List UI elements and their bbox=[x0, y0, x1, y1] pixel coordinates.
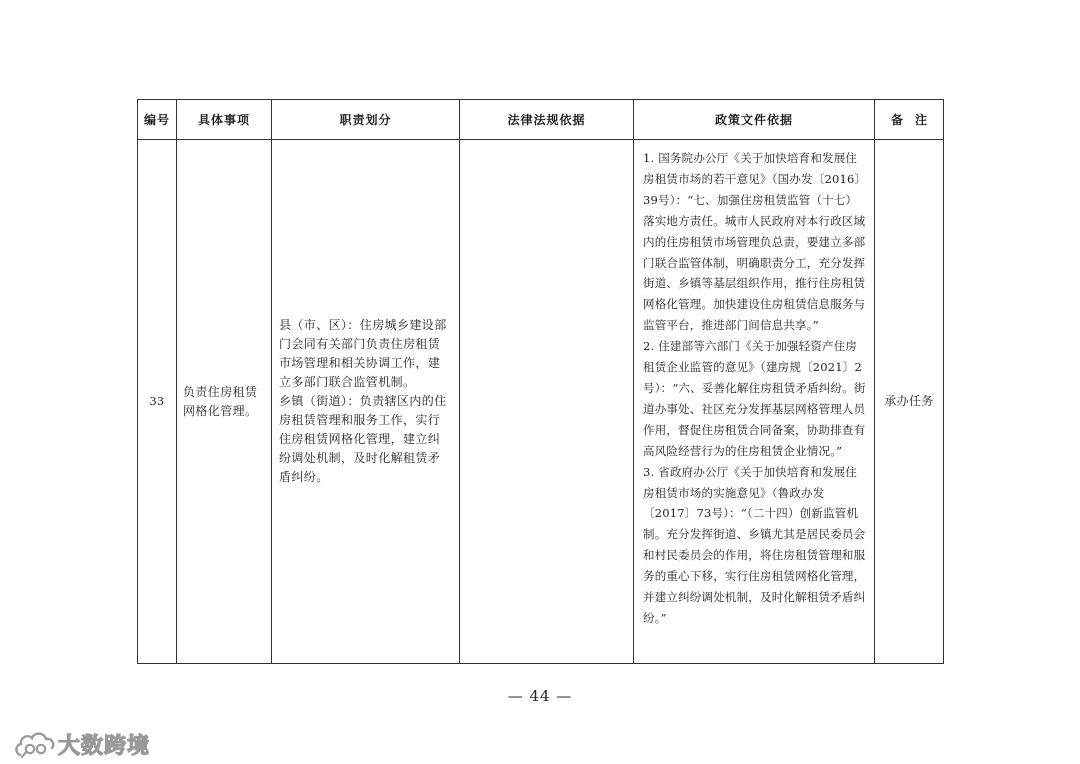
header-item: 具体事项 bbox=[177, 100, 272, 140]
header-law: 法律法规依据 bbox=[460, 100, 634, 140]
row-duty bbox=[272, 140, 460, 664]
duty-county: 县（市、区）：住房城乡建设部门会同有关部门负责住房租赁市场管理和相关协调工作，建立多部门联合监管机制。 bbox=[279, 318, 447, 389]
policy-item-3: 3. 省政府办公厅《关于加快培育和发展住房租赁市场的实施意见》（鲁政办发〔2017〕73号）：“（二十四）创新监管机制。充分发挥街道、乡镇尤其是居民委员会和村民委员会的作用，将住房租赁管理和服务的重心下移，实行住房租赁网格化管理，并建立纠纷调处机制，及时化解租赁矛盾纠纷。” bbox=[643, 464, 866, 625]
policy-item-1: 1. 国务院办公厅《关于加快培育和发展住房租赁市场的若干意见》（国办发〔2016〕39号）：“七、加强住房租赁监管（十七）落实地方责任。城市人民政府对本行政区域内的住房租赁市场管理负总责，要建立多部门联合监管体制，明确职责分工，充分发挥街道、乡镇等基层组织作用，推行住房租赁网格化管理。加快建设住房租赁信息服务与监管平台，推进部门间信息共享。” bbox=[643, 151, 867, 333]
row-policy bbox=[634, 140, 875, 664]
row-law bbox=[460, 140, 634, 664]
page-number: — 44 — bbox=[507, 687, 573, 705]
row-remark: 承办任务 bbox=[875, 140, 944, 664]
policy-item-2: 2. 住建部等六部门《关于加强轻资产住房租赁企业监管的意见》（建房规〔2021〕2号）：“六、妥善化解住房租赁矛盾纠纷。街道办事处、社区充分发挥基层网格管理人员作用，督促住房租赁合同备案，协助排查有高风险经营行为的住房租赁企业情况。” bbox=[643, 339, 866, 458]
cloud-logo-icon bbox=[14, 727, 56, 761]
header-duty: 职责划分 bbox=[272, 100, 460, 140]
header-remark: 备注 bbox=[875, 100, 944, 140]
row-number: 33 bbox=[138, 140, 177, 664]
row-item: 负责住房租赁网格化管理。 bbox=[177, 140, 272, 664]
policy-table bbox=[137, 99, 944, 664]
watermark-text: 大数跨境 bbox=[58, 733, 151, 759]
duty-township: 乡镇（街道）：负责辖区内的住房租赁管理和服务工作，实行住房租赁网格化管理，建立纠纷调处机制，及时化解租赁矛盾纠纷。 bbox=[279, 394, 447, 484]
table-header-row bbox=[138, 100, 944, 140]
watermark bbox=[14, 725, 150, 763]
table-row bbox=[138, 140, 944, 664]
header-number: 编号 bbox=[138, 100, 177, 140]
header-policy: 政策文件依据 bbox=[634, 100, 875, 140]
